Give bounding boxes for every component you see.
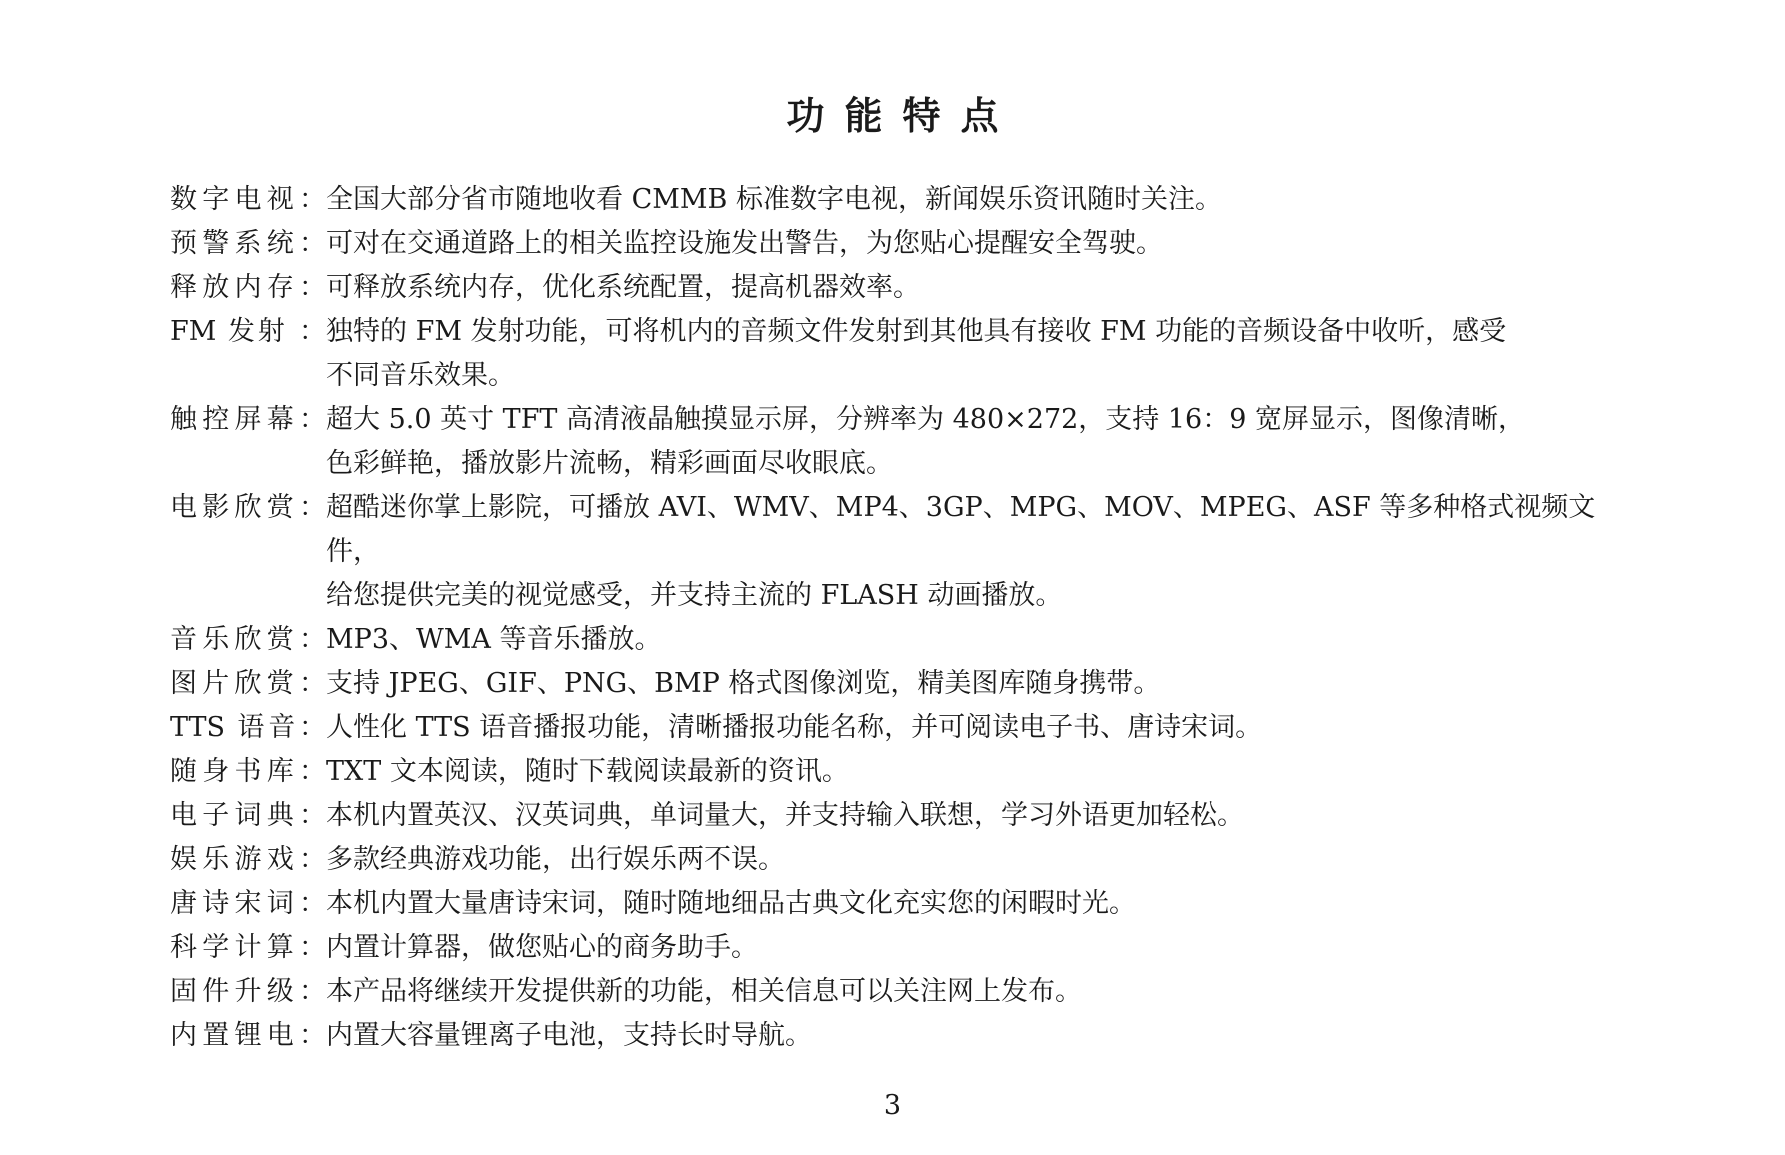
- feature-description: 本机内置大量唐诗宋词，随时随地细品古典文化充实您的闲暇时光。: [326, 888, 1136, 919]
- feature-description: 支持 JPEG、GIF、PNG、BMP 格式图像浏览，精美图库随身携带。: [326, 668, 1161, 699]
- feature-item-poetry: [170, 882, 1630, 926]
- feature-label: 唐诗宋词：: [170, 888, 326, 919]
- feature-item-digital-tv: [170, 178, 1630, 222]
- feature-description: 本产品将继续开发提供新的功能，相关信息可以关注网上发布。: [326, 976, 1082, 1007]
- feature-item-touch-screen: [170, 398, 1630, 486]
- feature-label: 电影欣赏：: [170, 492, 326, 523]
- feature-item-calculator: [170, 926, 1630, 970]
- feature-label: 数字电视：: [170, 184, 326, 215]
- feature-description: 可对在交通道路上的相关监控设施发出警告，为您贴心提醒安全驾驶。: [326, 228, 1163, 259]
- feature-label: FM 发射 ：: [170, 316, 326, 347]
- feature-label: 科学计算：: [170, 932, 326, 963]
- feature-label: 固件升级：: [170, 976, 326, 1007]
- feature-item-games: [170, 838, 1630, 882]
- feature-description: 内置计算器，做您贴心的商务助手。: [326, 932, 758, 963]
- feature-item-tts-voice: [170, 706, 1630, 750]
- feature-description: TXT 文本阅读，随时下载阅读最新的资讯。: [326, 756, 849, 787]
- feature-label: 图片欣赏：: [170, 668, 326, 699]
- feature-description: 全国大部分省市随地收看 CMMB 标准数字电视，新闻娱乐资讯随时关注。: [326, 184, 1222, 215]
- feature-item-firmware-upgrade: [170, 970, 1630, 1014]
- feature-item-battery: [170, 1014, 1630, 1058]
- feature-item-dictionary: [170, 794, 1630, 838]
- feature-label: 触控屏幕：: [170, 404, 326, 435]
- feature-label: 释放内存：: [170, 272, 326, 303]
- feature-item-fm-transmit: [170, 310, 1630, 398]
- feature-item-free-memory: [170, 266, 1630, 310]
- feature-description: 多款经典游戏功能，出行娱乐两不误。: [326, 844, 785, 875]
- feature-label: 音乐欣赏：: [170, 624, 326, 655]
- feature-list: [170, 178, 1630, 1058]
- feature-item-pictures: [170, 662, 1630, 706]
- page-title: 功能特点: [786, 93, 1019, 138]
- feature-item-movies: [170, 486, 1630, 618]
- page-number: 3: [883, 1090, 902, 1121]
- feature-label: 预警系统：: [170, 228, 326, 259]
- feature-label: 内置锂电：: [170, 1020, 326, 1051]
- feature-description: 超大 5.0 英寸 TFT 高清液晶触摸显示屏，分辨率为 480×272，支持 16：9 宽屏显示，图像清晰， 色彩鲜艳，播放影片流畅，精彩画面尽收眼底。: [326, 404, 1525, 479]
- feature-label: TTS 语音：: [170, 712, 326, 743]
- feature-description: 超酷迷你掌上影院，可播放 AVI、WMV、MP4、3GP、MPG、MOV、MPEG、ASF 等多种格式视频文件， 给您提供完美的视觉感受，并支持主流的 FLASH 动画播放。: [326, 492, 1596, 611]
- feature-label: 随身书库：: [170, 756, 326, 787]
- feature-description: 本机内置英汉、汉英词典，单词量大，并支持输入联想，学习外语更加轻松。: [326, 800, 1244, 831]
- feature-label: 电子词典：: [170, 800, 326, 831]
- feature-description: 可释放系统内存，优化系统配置，提高机器效率。: [326, 272, 920, 303]
- feature-description: MP3、WMA 等音乐播放。: [326, 624, 662, 655]
- feature-label: 娱乐游戏：: [170, 844, 326, 875]
- feature-item-warning-system: [170, 222, 1630, 266]
- feature-description: 人性化 TTS 语音播报功能，清晰播报功能名称，并可阅读电子书、唐诗宋词。: [326, 712, 1263, 743]
- feature-item-ebooks: [170, 750, 1630, 794]
- feature-item-music: [170, 618, 1630, 662]
- feature-description: 内置大容量锂离子电池，支持长时导航。: [326, 1020, 812, 1051]
- feature-description: 独特的 FM 发射功能，可将机内的音频文件发射到其他具有接收 FM 功能的音频设备中收听，感受 不同音乐效果。: [326, 316, 1507, 391]
